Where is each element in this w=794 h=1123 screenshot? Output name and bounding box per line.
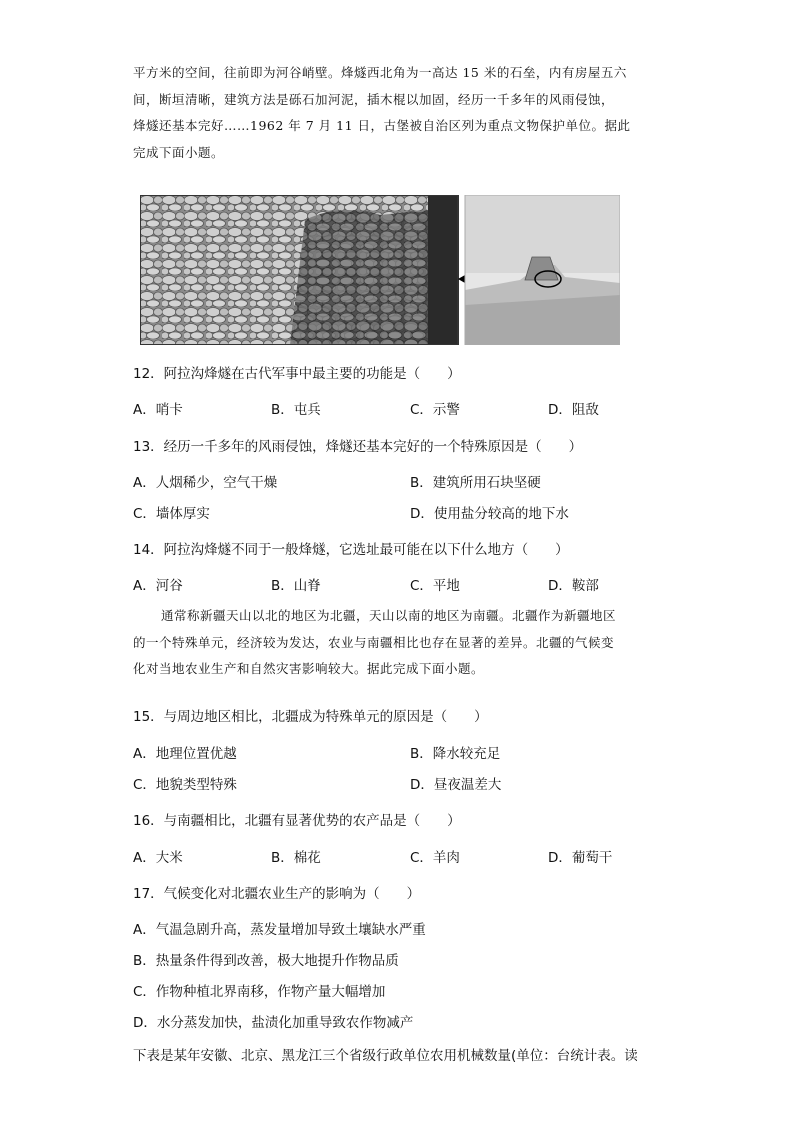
passage-1-line: 烽燧还基本完好……1962 年 7 月 11 日，古堡被自治区列为重点文物保护单位。据此 [133, 118, 631, 133]
question-16-option-c[interactable]: C．羊肉 [410, 850, 460, 866]
question-12-option-d[interactable]: D．阻敌 [548, 402, 599, 418]
passage-1 [133, 60, 658, 166]
question-17-option-a[interactable]: A．气温急剧升高，蒸发量增加导致土壤缺水严重 [133, 922, 426, 938]
passage-1-line: 间，断垣清晰，建筑方法是砾石加河泥，插木棍以加固，经历一千多年的风雨侵蚀， [133, 91, 615, 107]
next-passage-intro: 下表是某年安徽、北京、黑龙江三个省级行政单位农用机械数量(单位：台统计表。读 [133, 1048, 638, 1064]
question-13-option-c[interactable]: C．墙体厚实 [133, 506, 210, 522]
question-12-option-c[interactable]: C．示警 [410, 402, 460, 418]
question-13-option-b[interactable]: B．建筑所用石块坚硬 [410, 475, 541, 491]
question-17-stem: 17．气候变化对北疆农业生产的影响为（ ） [133, 886, 421, 902]
question-13-option-a[interactable]: A．人烟稀少，空气干燥 [133, 475, 278, 491]
question-12-stem: 12．阿拉沟烽燧在古代军事中最主要的功能是（ ） [133, 366, 461, 382]
question-17-option-c[interactable]: C．作物种植北界南移，作物产量大幅增加 [133, 984, 386, 1000]
question-13-option-d[interactable]: D．使用盐分较高的地下水 [410, 506, 569, 522]
question-16-option-d[interactable]: D．葡萄干 [548, 850, 613, 866]
question-15-option-d[interactable]: D．昼夜温差大 [410, 777, 502, 793]
question-14-option-a[interactable]: A．河谷 [133, 578, 183, 594]
question-14-stem: 14．阿拉沟烽燧不同于一般烽燧，它选址最可能在以下什么地方（ ） [133, 542, 569, 558]
question-14-option-b[interactable]: B．山脊 [271, 578, 321, 594]
passage-2-line: 的一个特殊单元，经济较为发达，农业与南疆相比也存在显著的差异。北疆的气候变 [133, 634, 615, 650]
question-16-stem: 16．与南疆相比，北疆有显著优势的农产品是（ ） [133, 813, 461, 829]
passage-2 [133, 603, 658, 683]
question-12-option-b[interactable]: B．屯兵 [271, 402, 321, 418]
question-16-option-a[interactable]: A．大米 [133, 850, 183, 866]
question-15-option-c[interactable]: C．地貌类型特殊 [133, 777, 237, 793]
passage-1-line: 完成下面小题。 [133, 144, 225, 160]
passage-2-line: 化对当地农业生产和自然灾害影响较大。据此完成下面小题。 [133, 661, 485, 676]
beacon-tower-photos [140, 195, 620, 345]
question-12-option-a[interactable]: A．哨卡 [133, 402, 183, 418]
question-15-option-a[interactable]: A．地理位置优越 [133, 746, 237, 762]
question-15-option-b[interactable]: B．降水较充足 [410, 746, 501, 762]
question-15-stem: 15．与周边地区相比，北疆成为特殊单元的原因是（ ） [133, 709, 488, 725]
question-17-option-b[interactable]: B．热量条件得到改善，极大地提升作物品质 [133, 953, 399, 969]
question-14-option-d[interactable]: D．鞍部 [548, 578, 599, 594]
question-17-option-d[interactable]: D．水分蒸发加快，盐渍化加重导致农作物减产 [133, 1015, 414, 1031]
passage-2-line: 通常称新疆天山以北的地区为北疆，天山以南的地区为南疆。北疆作为新疆地区 [161, 608, 617, 623]
question-16-option-b[interactable]: B．棉花 [271, 850, 321, 866]
question-14-option-c[interactable]: C．平地 [410, 578, 460, 594]
question-13-stem: 13．经历一千多年的风雨侵蚀，烽燧还基本完好的一个特殊原因是（ ） [133, 439, 583, 455]
passage-1-line: 平方米的空间，往前即为河谷峭壁。烽燧西北角为一高达 15 米的石垒，内有房屋五六 [133, 65, 627, 80]
